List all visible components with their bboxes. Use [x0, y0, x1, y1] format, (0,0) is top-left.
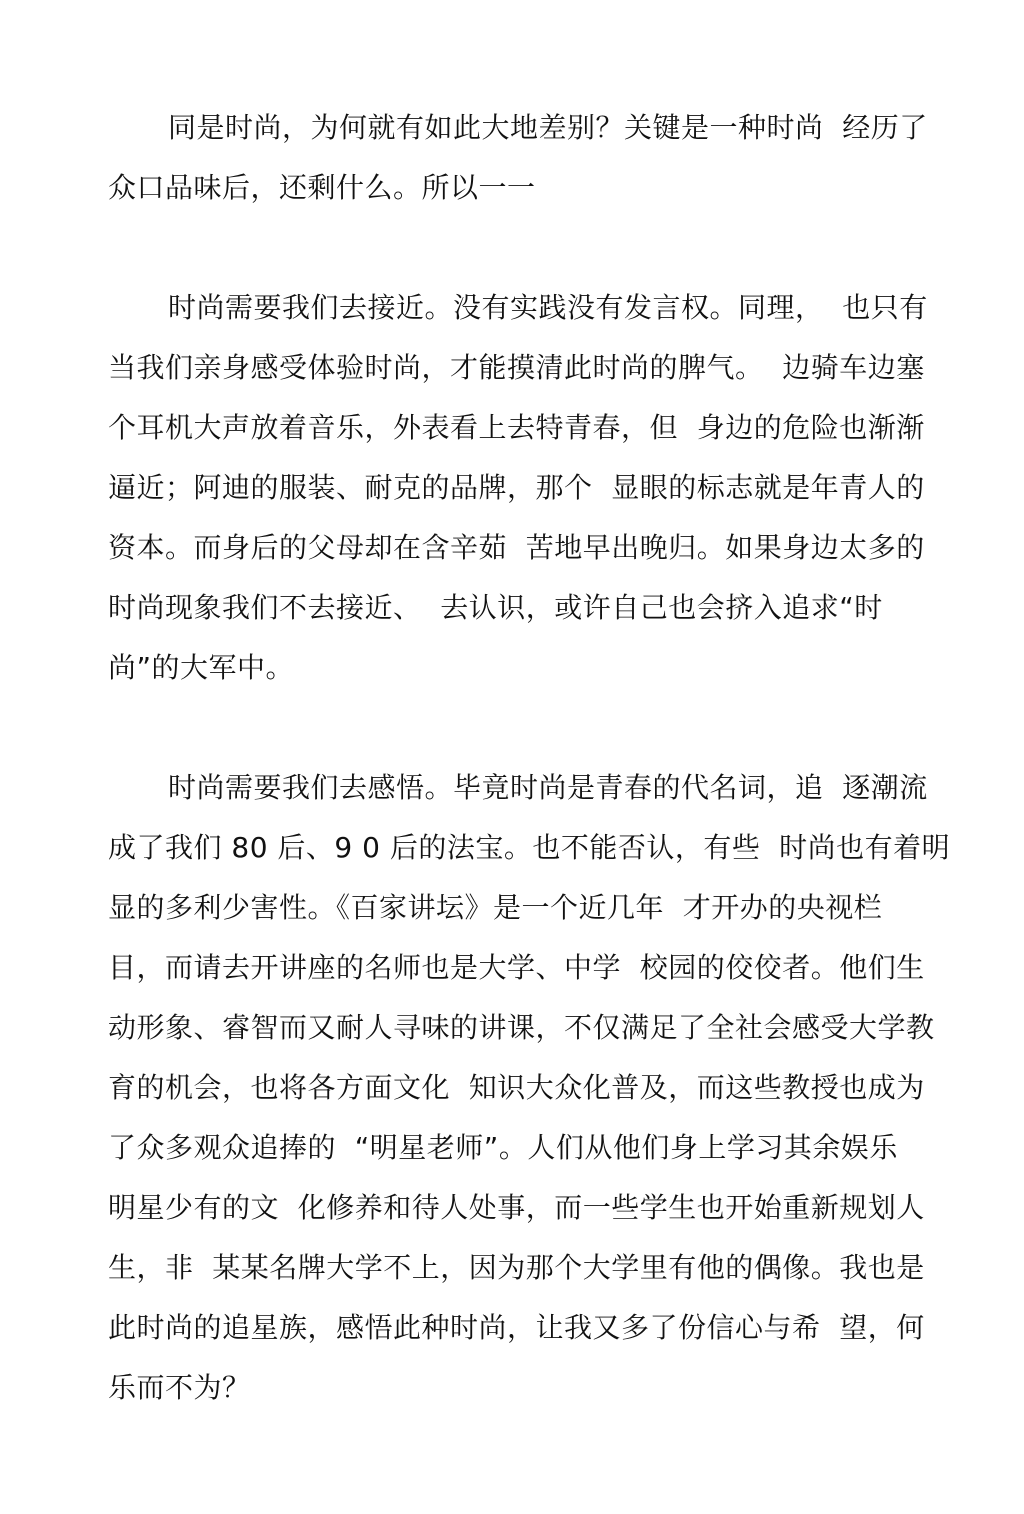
- paragraph-2-line-5: 资本。而身后的父母却在含辛茹 苦地早出晚归。如果身边太多的: [108, 531, 925, 564]
- paragraph-3-line-8: 明星少有的文 化修养和待人处事，而一些学生也开始重新规划人: [108, 1191, 925, 1224]
- paragraph-2-line-3: 个耳机大声放着音乐，外表看上去特青春，但 身边的危险也渐渐: [108, 411, 925, 444]
- paragraph-2-line-4: 逼近；阿迪的服装、耐克的品牌，那个 显眼的标志就是年青人的: [108, 471, 925, 504]
- paragraph-3-line-2: 成了我们 80 后、9 0 后的法宝。也不能否认，有些 时尚也有着明: [108, 831, 951, 864]
- paragraph-3-line-6: 育的机会，也将各方面文化 知识大众化普及，而这些教授也成为: [108, 1071, 925, 1104]
- paragraph-3-line-4: 目，而请去开讲座的名师也是大学、中学 校园的佼佼者。他们生: [108, 951, 925, 984]
- paragraph-3-line-5: 动形象、睿智而又耐人寻味的讲课，不仅满足了全社会感受大学教: [108, 1011, 935, 1044]
- paragraph-3-line-3: 显的多利少害性。《百家讲坛》是一个近几年 才开办的央视栏: [108, 891, 883, 924]
- paragraph-3-line-1: 时尚需要我们去感悟。毕竟时尚是青春的代名词，追 逐潮流: [168, 771, 928, 804]
- paragraph-2-line-2: 当我们亲身感受体验时尚，才能摸清此时尚的脾气。 边骑车边塞: [108, 351, 925, 384]
- paragraph-1-line-1: 同是时尚，为何就有如此大地差别？关键是一种时尚 经历了: [168, 111, 928, 144]
- paragraph-3-line-10: 此时尚的追星族，感悟此种时尚，让我又多了份信心与希 望，何: [108, 1311, 925, 1344]
- paragraph-2-line-7: 尚”的大军中。: [108, 651, 295, 684]
- paragraph-3-line-11: 乐而不为？: [108, 1371, 251, 1404]
- paragraph-3-line-7: 了众多观众追捧的 “明星老师”。人们从他们身上学习其余娱乐: [108, 1131, 898, 1164]
- paragraph-1-line-2: 众口品味后，还剩什么。所以一一: [108, 171, 536, 204]
- paragraph-2-line-1: 时尚需要我们去接近。没有实践没有发言权。同理， 也只有: [168, 291, 928, 324]
- paragraph-2-line-6: 时尚现象我们不去接近、 去认识，或许自己也会挤入追求“时: [108, 591, 883, 624]
- paragraph-3-line-9: 生，非 某某名牌大学不上，因为那个大学里有他的偶像。我也是: [108, 1251, 925, 1284]
